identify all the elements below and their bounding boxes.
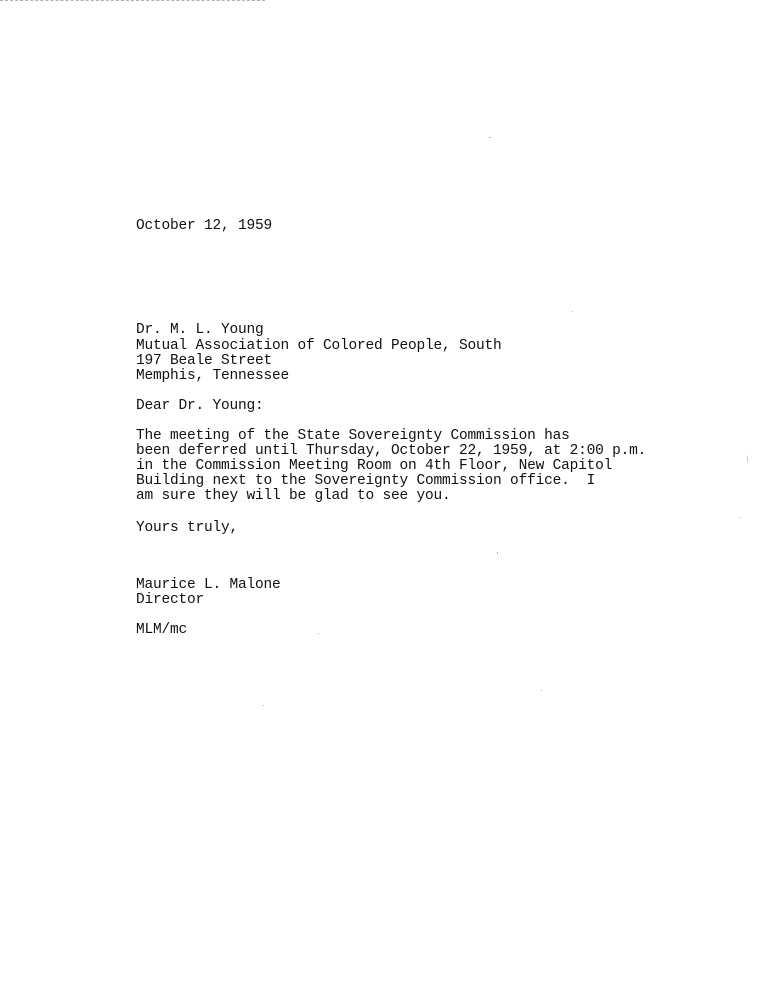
recipient-city: Memphis, Tennessee: [136, 368, 290, 384]
scan-speck: [318, 633, 319, 634]
scan-speck: [497, 552, 498, 554]
scan-speck: [572, 311, 573, 312]
scan-speck: [263, 705, 264, 706]
body-line: in the Commission Meeting Room on 4th Floor, New Capitol: [136, 458, 613, 474]
top-dashed-rule: [0, 0, 265, 1]
typist-initials: MLM/mc: [136, 622, 188, 638]
signer-title: Director: [136, 592, 205, 608]
closing: Yours truly,: [136, 520, 239, 536]
signer-name: Maurice L. Malone: [136, 577, 281, 593]
body-line: Building next to the Sovereignty Commission office. I: [136, 473, 596, 489]
recipient-organization: Mutual Association of Colored People, South: [136, 338, 502, 354]
body-line: The meeting of the State Sovereignty Commission has: [136, 428, 570, 444]
scan-speck: [489, 137, 491, 138]
scan-speck: [541, 690, 542, 691]
recipient-name: Dr. M. L. Young: [136, 322, 264, 338]
scan-speck: [740, 517, 741, 518]
scan-speck: [747, 455, 748, 463]
recipient-street: 197 Beale Street: [136, 353, 273, 369]
salutation: Dear Dr. Young:: [136, 398, 264, 414]
letter-date: October 12, 1959: [136, 218, 273, 234]
body-line: been deferred until Thursday, October 22, 1959, at 2:00 p.m.: [136, 443, 647, 459]
body-line: am sure they will be glad to see you.: [136, 488, 451, 504]
